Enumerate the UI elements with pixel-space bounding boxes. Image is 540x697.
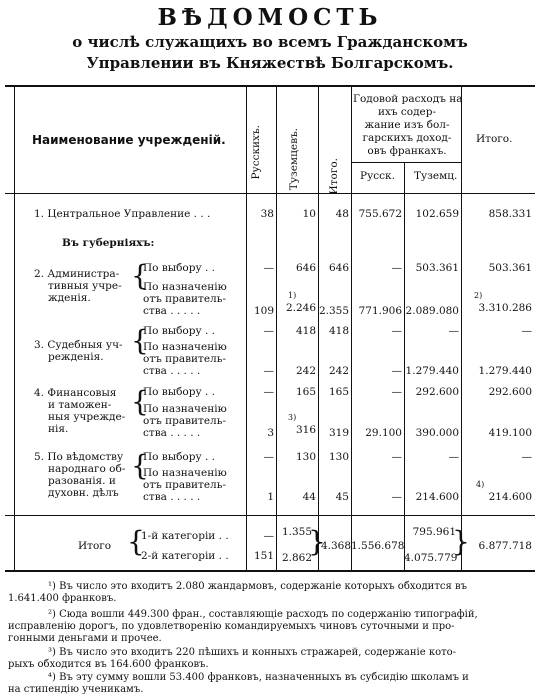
cell-natives: 1.355 [281, 526, 312, 538]
cell-expense-total: 214.600 [488, 491, 532, 503]
sub-label: По выбору . . [143, 451, 215, 463]
sub-label-line: По назначенію [143, 467, 227, 479]
row-label-line: жденія. [48, 292, 91, 304]
row-label-line: тивныя учре- [48, 280, 122, 292]
cell-russians: — [263, 325, 274, 337]
cell-expense-natives: — [448, 325, 459, 337]
header-total: Итого. [328, 158, 340, 195]
footnote-line: на стипендію ученикамъ. [8, 684, 144, 695]
sub-label: По выбору . . [143, 262, 215, 274]
cell-expense-total: 503.361 [488, 262, 532, 274]
sub-label-line: По назначенію [143, 341, 227, 353]
expense-header-line: ихъ содер- [377, 106, 437, 118]
sub-label-line: отъ правитель- [143, 293, 226, 305]
footnote-marker: 2) [474, 291, 483, 300]
sub-label-line: ства . . . . . [143, 427, 201, 439]
expense-subheader-rule [351, 162, 461, 163]
row-label-line: и таможен- [48, 399, 112, 411]
cell-natives: 44 [302, 491, 316, 503]
category-2-label: 2-й категоріи . . [141, 550, 229, 562]
left-border [14, 86, 15, 570]
cell-russians: 1 [267, 491, 274, 503]
row-label-line: режденія. [48, 351, 104, 363]
row-label-line: 2. Администра- [34, 268, 120, 280]
sub-label-line: отъ правитель- [143, 415, 226, 427]
cell-expense-natives: 102.659 [415, 208, 459, 220]
header-natives: Туземцевъ. [288, 128, 300, 191]
footnote-line: гонными деньгами и прочее. [8, 633, 162, 644]
cell-expense-natives: 1.279.440 [405, 365, 459, 377]
cell-total: 4.368 [320, 540, 351, 552]
sub-label: По выбору . . [143, 325, 215, 337]
cell-natives: 418 [295, 325, 316, 337]
cell-expense-russians: — [391, 262, 402, 274]
cell-expense-total: 292.600 [488, 386, 532, 398]
row-label-line: духовн. дѣлъ [48, 487, 119, 499]
cell-russians: 151 [253, 550, 274, 562]
row-label [34, 339, 123, 363]
cell-natives: 646 [295, 262, 316, 274]
cell-total: 48 [335, 208, 349, 220]
cell-russians: 38 [260, 208, 274, 220]
cell-natives: 10 [302, 208, 316, 220]
cell-russians: — [263, 262, 274, 274]
cell-natives: 316 [295, 424, 316, 436]
header-expense-group [353, 93, 461, 158]
cell-russians: — [263, 386, 274, 398]
row-label [34, 451, 125, 499]
cell-natives: 2.862 [281, 552, 312, 564]
footnote-2 [8, 609, 532, 645]
brace-icon: { [131, 385, 149, 418]
totals-label: Итого [78, 540, 112, 552]
header-bottom-rule [5, 193, 535, 194]
sub-label [143, 281, 227, 317]
row-label-line: нія. [48, 423, 69, 435]
totals-top-rule [5, 515, 535, 516]
expense-header-line: гарскихъ доход- [362, 132, 452, 144]
header-expense-natives: Туземц. [414, 170, 458, 182]
cell-expense-natives: 292.600 [415, 386, 459, 398]
cell-expense-total: 6.877.718 [478, 540, 532, 552]
header-russians: Русскихъ. [250, 125, 262, 180]
footnote-line: ⁴) Въ эту сумму вошли 53.400 франковъ, назначенныхъ въ субсидію школамъ и [48, 672, 469, 683]
header-grand-total: Итого. [476, 133, 513, 145]
sub-label [143, 341, 227, 377]
subtitle-line-1: о числѣ служащихъ во всемъ Гражданскомъ [72, 33, 468, 51]
cell-expense-russians: — [391, 325, 402, 337]
expense-header-line: жание изъ бол- [364, 119, 450, 131]
sub-label-line: По назначенію [143, 281, 227, 293]
cell-expense-natives: 390.000 [415, 427, 459, 439]
cell-expense-natives: — [448, 451, 459, 463]
footnote-4 [8, 672, 532, 696]
cell-expense-russians: — [391, 451, 402, 463]
cell-russians: 3 [267, 427, 274, 439]
cell-expense-total: — [521, 451, 532, 463]
brace-icon: { [131, 449, 149, 482]
table-top-rule [5, 85, 535, 87]
cell-total: 2.355 [318, 305, 349, 317]
brace-icon: { [131, 259, 149, 292]
cell-expense-total: 419.100 [488, 427, 532, 439]
row-label: 1. Центральное Управление . . . [34, 208, 211, 220]
sub-label-line: ства . . . . . [143, 365, 201, 377]
sub-label-line: отъ правитель- [143, 353, 226, 365]
footnote-1 [8, 581, 532, 605]
row-label [34, 268, 122, 304]
footnote-line: ³) Въ число это входитъ 220 пѣшихъ и конныхъ стражарей, содержаніе кото- [48, 647, 457, 658]
row-label-line: разованія. и [48, 475, 116, 487]
footnote-marker: 1) [288, 291, 297, 300]
expense-header-line: Годовой расходъ на [353, 93, 463, 105]
brace-icon: { [452, 525, 470, 558]
row-label-line: 3. Судебныя уч- [34, 339, 123, 351]
cell-russians: — [263, 530, 274, 542]
cell-expense-natives: 795.961 [412, 526, 456, 538]
cell-expense-russians: 29.100 [365, 427, 402, 439]
cell-expense-russians: 1.556.678 [351, 540, 405, 552]
footnote-line: исправленію дорогъ, по удовлетворенію командируемыхъ чиновъ суточными и про- [8, 621, 455, 632]
document-subtitle [0, 32, 540, 74]
footnote-line: 1.641.400 франковъ. [8, 593, 117, 604]
cell-expense-russians: — [391, 491, 402, 503]
cell-total: 242 [328, 365, 349, 377]
sub-label [143, 467, 227, 503]
cell-expense-natives: 4.075.779 [404, 552, 458, 564]
cell-expense-total: 1.279.440 [478, 365, 532, 377]
cell-expense-russians: 771.906 [358, 305, 402, 317]
cell-expense-russians: 755.672 [358, 208, 402, 220]
sub-label-line: ства . . . . . [143, 305, 201, 317]
cell-expense-total: 3.310.286 [478, 302, 532, 314]
cell-total: 165 [328, 386, 349, 398]
cell-natives: 242 [295, 365, 316, 377]
footnote-marker: 3) [288, 413, 297, 422]
sub-label-line: По назначенію [143, 403, 227, 415]
sub-label-line: отъ правитель- [143, 479, 226, 491]
footnote-marker: 4) [476, 480, 485, 489]
cell-russians: 109 [253, 305, 274, 317]
row-label-line: 5. По вѣдомству [34, 451, 124, 463]
footnote-line: ¹) Въ число это входитъ 2.080 жандармовъ, содержаніе которыхъ обходится въ [48, 581, 467, 592]
row-label-line: 4. Финансовыя [34, 387, 117, 399]
cell-russians: — [263, 365, 274, 377]
cell-expense-total: 858.331 [488, 208, 532, 220]
subtitle-line-2: Управлении въ Княжествѣ Болгарскомъ. [86, 54, 454, 72]
cell-total: 319 [328, 427, 349, 439]
cell-total: 418 [328, 325, 349, 337]
brace-icon: { [131, 324, 149, 357]
section-provinces: Въ губерніяхъ: [62, 237, 155, 249]
cell-expense-natives: 503.361 [415, 262, 459, 274]
cell-total: 45 [335, 491, 349, 503]
header-expense-russians: Русск. [360, 170, 395, 182]
category-1-label: 1-й категоріи . . [141, 530, 229, 542]
footnote-3 [8, 647, 532, 671]
cell-expense-russians: — [391, 386, 402, 398]
cell-russians: — [263, 451, 274, 463]
cell-expense-total: — [521, 325, 532, 337]
row-label-line: народнаго об- [48, 463, 126, 475]
cell-natives: 130 [295, 451, 316, 463]
cell-expense-natives: 2.089.080 [405, 305, 459, 317]
cell-total: 130 [328, 451, 349, 463]
table-bottom-rule [5, 570, 535, 572]
brace-icon: { [127, 525, 145, 558]
sub-label: По выбору . . [143, 386, 215, 398]
row-label-line: ныя учрежде- [48, 411, 126, 423]
cell-expense-natives: 214.600 [415, 491, 459, 503]
cell-total: 646 [328, 262, 349, 274]
footnote-line: ²) Сюда вошли 449.300 фран., составляющіе расходъ по содержанію типографій, [48, 609, 478, 620]
cell-natives: 2.246 [285, 302, 316, 314]
header-institution-name: Наименование учрежденій. [32, 133, 226, 147]
cell-expense-russians: — [391, 365, 402, 377]
sub-label-line: ства . . . . . [143, 491, 201, 503]
cell-natives: 165 [295, 386, 316, 398]
brace-icon: { [308, 525, 326, 558]
expense-header-line: овъ франкахъ. [367, 145, 447, 157]
row-label [34, 387, 125, 435]
footnote-line: рыхъ обходится въ 164.600 франковъ. [8, 659, 209, 670]
sub-label [143, 403, 227, 439]
document-title: ВѢДОМОСТЬ [157, 4, 383, 31]
